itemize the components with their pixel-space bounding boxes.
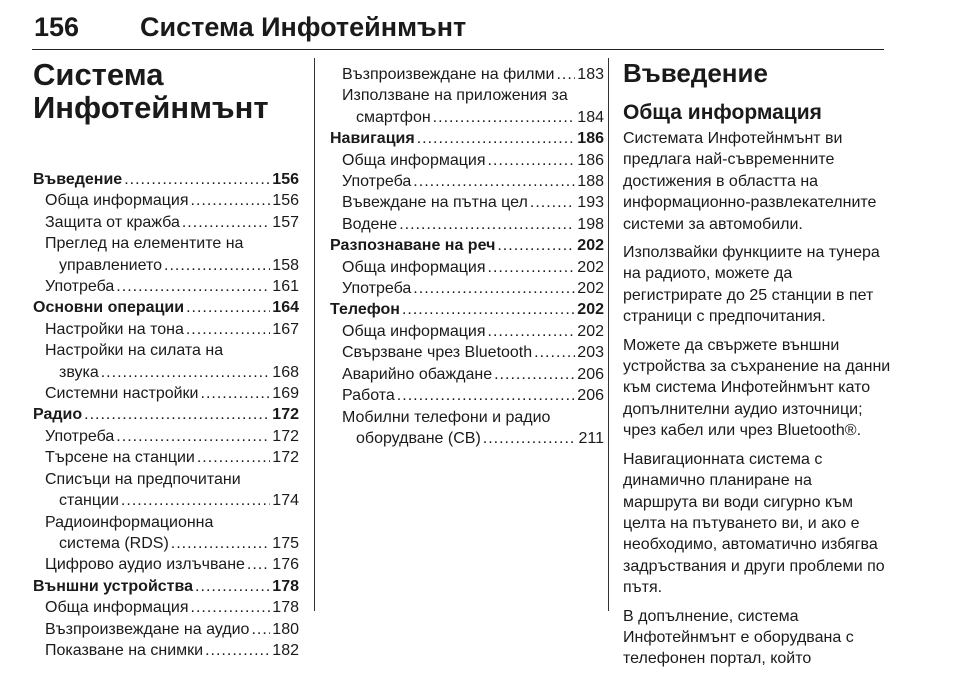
toc-entry[interactable] xyxy=(33,362,299,383)
toc-entry-text: Използване на приложения за xyxy=(342,87,568,105)
column-divider-2 xyxy=(608,58,609,611)
toc-page-number: 172 xyxy=(272,406,299,424)
toc-entry[interactable] xyxy=(330,214,604,235)
toc-entry-text: Водене xyxy=(342,215,398,233)
toc-section-entry[interactable] xyxy=(33,404,299,425)
paragraph-line: допълнителни аудио източници; xyxy=(623,400,863,418)
paragraph xyxy=(623,242,893,328)
paragraph-line: предлага най-съвременните xyxy=(623,151,835,169)
toc-leader-dots xyxy=(182,212,270,233)
toc-page-number: 157 xyxy=(272,213,299,231)
toc-leader-dots xyxy=(195,576,270,597)
toc-page-number: 186 xyxy=(577,151,604,169)
toc-leader-dots xyxy=(556,64,575,85)
toc-page-number: 202 xyxy=(577,322,604,340)
toc-entry[interactable] xyxy=(330,407,604,428)
toc-entry-text: Въвеждане на пътна цел xyxy=(342,194,528,212)
toc-entry[interactable] xyxy=(33,426,299,447)
toc-entry-text: Обща информация xyxy=(342,322,486,340)
toc-entry[interactable] xyxy=(330,385,604,406)
toc-entry-text: смартфон xyxy=(356,108,431,126)
toc-page-number: 206 xyxy=(577,387,604,405)
toc-entry-text: Обща информация xyxy=(342,151,486,169)
toc-entry[interactable] xyxy=(330,171,604,192)
paragraph-line: достижения в областта на xyxy=(623,172,819,190)
toc-leader-dots xyxy=(483,428,577,449)
toc-list-1 xyxy=(33,169,299,661)
toc-entry-text: управлението xyxy=(59,256,163,274)
toc-entry-text: Употреба xyxy=(342,173,412,191)
toc-leader-dots xyxy=(399,214,575,235)
chapter-title-line-1: Система xyxy=(33,57,164,92)
toc-leader-dots xyxy=(488,321,576,342)
toc-entry-text: звука xyxy=(59,363,99,381)
toc-page-number: 188 xyxy=(577,173,604,191)
toc-page-number: 202 xyxy=(577,237,604,255)
toc-entry[interactable] xyxy=(330,342,604,363)
toc-page-number: 156 xyxy=(272,192,299,210)
toc-entry-text: Мобилни телефони и радио xyxy=(342,408,551,426)
paragraph-line: Използвайки функциите на тунера xyxy=(623,244,880,262)
toc-page-number: 183 xyxy=(577,66,604,83)
toc-entry-text: Списъци на предпочитани xyxy=(45,470,241,488)
toc-entry-text: Аварийно обаждане xyxy=(342,365,493,383)
toc-page-number: 198 xyxy=(577,215,604,233)
toc-leader-dots xyxy=(247,554,270,575)
toc-leader-dots xyxy=(251,619,270,640)
page-header xyxy=(32,12,884,50)
toc-page-number: 168 xyxy=(272,363,299,381)
toc-entry[interactable] xyxy=(33,490,299,511)
toc-leader-dots xyxy=(84,404,270,425)
toc-section-entry[interactable] xyxy=(330,299,604,320)
header-rule xyxy=(32,49,884,50)
toc-page-number: 202 xyxy=(577,280,604,298)
toc-leader-dots xyxy=(413,278,575,299)
paragraph-line: телефонен портал, който xyxy=(623,650,812,668)
toc-page-number: 211 xyxy=(578,429,604,447)
toc-entry-text: Обща информация xyxy=(45,192,189,210)
toc-entry[interactable] xyxy=(330,278,604,299)
chapter-title xyxy=(33,58,299,124)
toc-page-number: 172 xyxy=(272,427,299,445)
toc-entry[interactable] xyxy=(33,233,299,254)
toc-entry-text: станции xyxy=(59,492,119,510)
toc-entry[interactable] xyxy=(330,150,604,171)
toc-entry-text: Търсене на станции xyxy=(45,449,195,467)
toc-entry-text: Обща информация xyxy=(45,599,189,617)
toc-entry[interactable] xyxy=(330,428,604,449)
toc-entry-text: Употреба xyxy=(45,278,115,296)
paragraph-line: Можете да свържете външни xyxy=(623,336,840,354)
paragraph-line: динамично планиране на xyxy=(623,472,812,490)
column-divider-1 xyxy=(314,58,315,611)
toc-leader-dots xyxy=(488,257,576,278)
toc-leader-dots xyxy=(116,426,270,447)
paragraph-line: В допълнение, система xyxy=(623,607,799,625)
subsection-title: Обща информация xyxy=(623,101,822,124)
toc-entry-text: Настройки на тона xyxy=(45,320,184,338)
toc-entry-text: Въведение xyxy=(33,171,123,188)
intro-column xyxy=(623,58,893,677)
toc-entry[interactable] xyxy=(33,212,299,233)
toc-leader-dots xyxy=(205,640,270,661)
toc-entry[interactable] xyxy=(330,64,604,85)
toc-section-entry[interactable] xyxy=(33,576,299,597)
toc-page-number: 156 xyxy=(272,171,299,188)
toc-entry[interactable] xyxy=(33,319,299,340)
toc-page-number: 164 xyxy=(272,299,299,317)
paragraph-line: регистрирате до 25 станции в пет xyxy=(623,286,874,304)
toc-entry-text: Показване на снимки xyxy=(45,641,204,659)
paragraph-line: маршрута ви води сигурно към xyxy=(623,493,853,511)
toc-entry-text: Употреба xyxy=(45,427,115,445)
toc-entry-text: Цифрово аудио излъчване xyxy=(45,556,245,574)
toc-leader-dots xyxy=(121,490,270,511)
toc-page-number: 184 xyxy=(577,108,604,126)
toc-page-number: 169 xyxy=(272,385,299,403)
toc-entry-text: Навигация xyxy=(330,130,415,148)
toc-leader-dots xyxy=(197,447,270,468)
toc-page-number: 178 xyxy=(272,599,299,617)
toc-page-number: 186 xyxy=(577,130,604,148)
toc-leader-dots xyxy=(497,235,575,256)
paragraph-line: Навигационната система с xyxy=(623,450,823,468)
toc-entry[interactable] xyxy=(33,512,299,533)
toc-leader-dots xyxy=(433,107,576,128)
paragraph-line: Инфотейнмънт е оборудвана с xyxy=(623,628,854,646)
toc-entry-text: Възпроизвеждане на аудио xyxy=(45,620,250,638)
toc-entry[interactable] xyxy=(33,597,299,618)
toc-entry[interactable] xyxy=(33,447,299,468)
toc-page-number: 176 xyxy=(272,556,299,574)
paragraph xyxy=(623,128,893,235)
toc-leader-dots xyxy=(186,297,270,318)
toc-page-number: 203 xyxy=(577,344,604,362)
toc-leader-dots xyxy=(164,255,270,276)
toc-page-number: 180 xyxy=(272,620,299,638)
intro-text xyxy=(623,128,893,670)
toc-entry-text: Основни операции xyxy=(33,299,185,317)
chapter-title-line-2: Инфотейнмънт xyxy=(33,90,269,125)
toc-entry-text: Възпроизвеждане на филми xyxy=(342,66,555,83)
toc-leader-dots xyxy=(116,276,270,297)
toc-section-entry[interactable] xyxy=(330,128,604,149)
paragraph-line: целта на пътуването ви, и ако е xyxy=(623,514,860,532)
toc-list-2 xyxy=(330,64,604,449)
toc-leader-dots xyxy=(124,169,270,190)
toc-entry-text: система (RDS) xyxy=(59,534,169,552)
toc-page-number: 193 xyxy=(577,194,604,212)
toc-entry-text: Обща информация xyxy=(342,258,486,276)
toc-entry[interactable] xyxy=(330,107,604,128)
toc-entry[interactable] xyxy=(33,469,299,490)
paragraph xyxy=(623,449,893,599)
paragraph-line: на радиото, можете да xyxy=(623,265,793,283)
toc-entry[interactable] xyxy=(33,190,299,211)
toc-page-number: 161 xyxy=(272,278,299,296)
toc-entry-text: Радиоинформационна xyxy=(45,513,214,531)
paragraph-line: системи за автомобили. xyxy=(623,215,803,233)
toc-entry[interactable] xyxy=(33,383,299,404)
toc-entry[interactable] xyxy=(33,276,299,297)
toc-page-number: 182 xyxy=(272,641,299,659)
toc-page-number: 175 xyxy=(272,534,299,552)
toc-page-number: 172 xyxy=(272,449,299,467)
toc-section-entry[interactable] xyxy=(33,297,299,318)
paragraph-line: устройства за съхранение на данни xyxy=(623,358,891,376)
toc-entry-text: Радио xyxy=(33,406,83,424)
toc-leader-dots xyxy=(413,171,575,192)
toc-leader-dots xyxy=(397,385,576,406)
toc-leader-dots xyxy=(191,190,271,211)
toc-leader-dots xyxy=(494,364,575,385)
paragraph-line: пътя. xyxy=(623,579,663,597)
toc-leader-dots xyxy=(186,319,270,340)
toc-leader-dots xyxy=(191,597,271,618)
toc-leader-dots xyxy=(171,533,271,554)
paragraph-line: Системата Инфотейнмънт ви xyxy=(623,130,843,147)
toc-entry-text: Телефон xyxy=(330,301,400,319)
toc-section-entry[interactable] xyxy=(330,235,604,256)
toc-entry-text: оборудване (CB) xyxy=(356,429,481,447)
toc-page-number: 202 xyxy=(577,258,604,276)
toc-entry[interactable] xyxy=(33,340,299,361)
toc-page-number: 178 xyxy=(272,577,299,595)
toc-entry-text: Настройки на силата на xyxy=(45,342,224,360)
toc-entry[interactable] xyxy=(33,640,299,661)
toc-entry[interactable] xyxy=(33,619,299,640)
section-title: Въведение xyxy=(623,58,768,88)
toc-leader-dots xyxy=(101,362,271,383)
toc-entry[interactable] xyxy=(330,85,604,106)
toc-leader-dots xyxy=(402,299,575,320)
paragraph-line: чрез кабел или чрез Bluetooth®. xyxy=(623,422,862,440)
toc-page-number: 202 xyxy=(577,301,604,319)
toc-entry-text: Разпознаване на реч xyxy=(330,237,496,255)
toc-entry[interactable] xyxy=(33,554,299,575)
toc-entry-text: Системни настройки xyxy=(45,385,199,403)
toc-entry-text: Работа xyxy=(342,387,395,405)
paragraph xyxy=(623,335,893,442)
paragraph-line: информационно-развлекателните xyxy=(623,194,877,212)
toc-leader-dots xyxy=(201,383,271,404)
toc-entry[interactable] xyxy=(330,321,604,342)
toc-entry-text: Външни устройства xyxy=(33,577,194,595)
paragraph-line: задръствания и други проблеми по xyxy=(623,557,885,575)
toc-page-number: 158 xyxy=(272,256,299,274)
toc-entry-text: Преглед на елементите на xyxy=(45,235,244,253)
toc-entry[interactable] xyxy=(330,192,604,213)
toc-entry[interactable] xyxy=(330,257,604,278)
paragraph xyxy=(623,606,893,670)
toc-page-number: 206 xyxy=(577,365,604,383)
toc-leader-dots xyxy=(488,150,576,171)
toc-section-entry[interactable] xyxy=(33,169,299,190)
paragraph-line: необходимо, автоматично избягва xyxy=(623,536,878,554)
toc-entry[interactable] xyxy=(33,533,299,554)
toc-page-number: 174 xyxy=(272,492,299,510)
toc-entry-text: Употреба xyxy=(342,280,412,298)
toc-entry[interactable] xyxy=(33,255,299,276)
toc-leader-dots xyxy=(417,128,576,149)
paragraph-line: страници с предпочитания. xyxy=(623,308,826,326)
toc-entry-text: Защита от кражба xyxy=(45,213,180,231)
toc-leader-dots xyxy=(534,342,575,363)
toc-entry-text: Свързване чрез Bluetooth xyxy=(342,344,533,362)
toc-column-1 xyxy=(33,58,299,661)
paragraph-line: към система Инфотейнмънт като xyxy=(623,379,871,397)
running-title: Система Инфотейнмънт xyxy=(140,12,467,42)
toc-entry[interactable] xyxy=(330,364,604,385)
toc-page-number: 167 xyxy=(272,320,299,338)
toc-column-2 xyxy=(330,64,604,449)
toc-leader-dots xyxy=(530,192,575,213)
page-number: 156 xyxy=(34,12,80,42)
